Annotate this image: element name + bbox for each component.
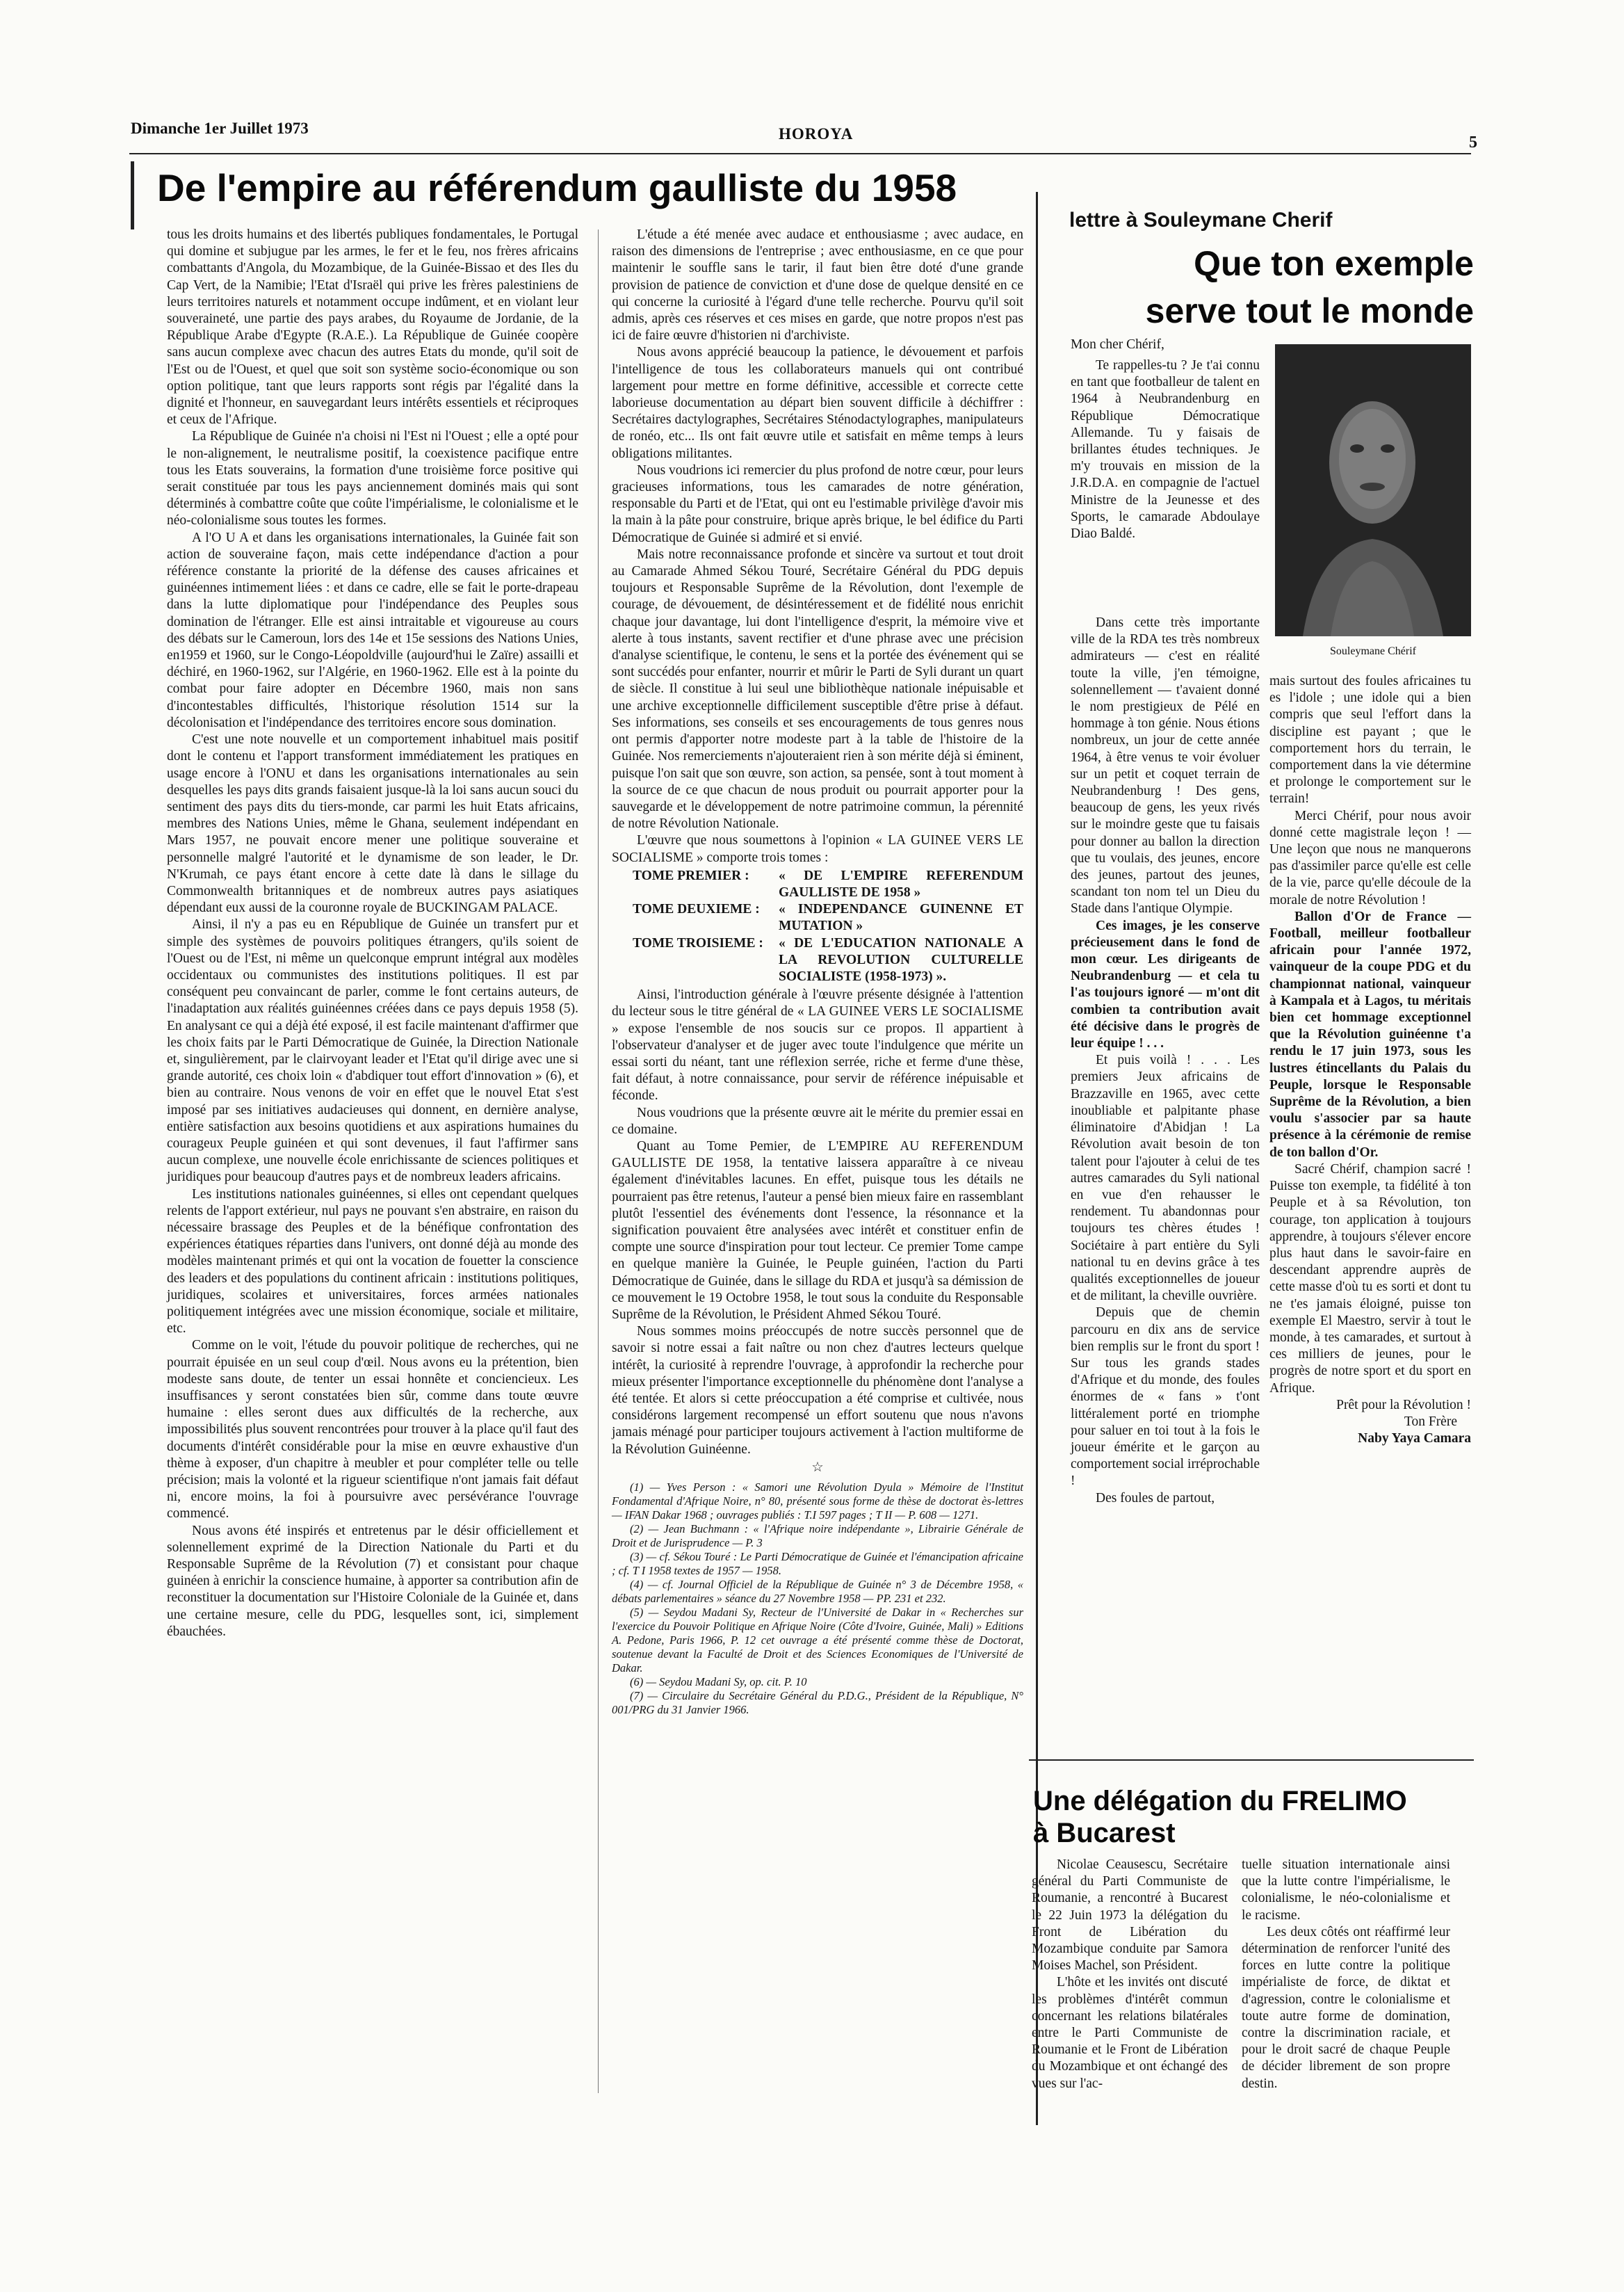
footnote: (4) — cf. Journal Officiel de la République de Guinée n° 3 de Décembre 1958, « débats parlementaires » séance du 27 Novembre 1958 — PP. 231 et 232.	[612, 1578, 1023, 1606]
page-number: 5	[1469, 134, 1477, 152]
article2-paragraph: Ballon d'Or de France — Football, meilleur footballeur africain pour l'année 1972, vainqueur de la coupe PDG et du championnat national, vainqueur à Kampala et à Lagos, tu méritais bien cet hommage exceptionnel que la Révolution guinéenne t'a rendu le 17 juin 1973, sous les lustres étincellants du Palais du Peuple, lorsque le Responsable Suprême de la Révolution, a bien voulu s'associer par sa haute présence à la cérémonie de remise de ton ballon d'Or.	[1269, 909, 1471, 1160]
article2-left-column	[1071, 615, 1260, 1507]
article2-kicker: lettre à Souleymane Cherif	[1069, 209, 1333, 232]
article2-paragraph: Prêt pour la Révolution !	[1336, 1397, 1471, 1412]
article1-column-1	[167, 227, 578, 1640]
article1-paragraph: La République de Guinée n'a choisi ni l'Est ni l'Ouest ; elle a opté pour le non-alignement, le neutralisme positif, la coexistence pacifique entre tous les Etats souverains, la formation d'une troisième force positive qui serait constituée par tous les pays anciennement dominés mais qui sont déterminés à combattre coûte que coûte l'impérialisme, le colonialisme et le néo-colonialisme sous toutes les formes.	[167, 429, 578, 528]
article2-paragraph: Depuis que de chemin parcouru en dix ans de service bien remplis sur le front du sport ! Sur tous les grands stades d'Afrique et du monde, des foules énormes de « fans » t'ont littéralement porté en triomphe pour saluer en toi tout à la fois le joueur émérite et le garçon au comportement social irréprochable !	[1071, 1305, 1260, 1489]
article2-paragraph: Merci Chérif, pour nous avoir donné cette magistrale leçon ! — Une leçon que nous ne manquerons pas d'assimiler parce qu'elle est celle de la vie, parce qu'elle découle de la morale de notre Révolution !	[1269, 808, 1471, 907]
article2-paragraph: mais surtout des foules africaines tu es l'idole ; une idole qui a bien compris que seul l'effort dans la discipline est payant ; que le comportement hors du terrain, le comportement dans la vie détermine et prolonge le comportement sur le terrain!	[1269, 674, 1471, 807]
article2-paragraph: Des foules de partout,	[1096, 1490, 1215, 1506]
article3-headline-line1: Une délégation du FRELIMO	[1033, 1786, 1407, 1816]
tome-list	[633, 868, 1023, 985]
tome-title: « DE L'EDUCATION NATIONALE A LA REVOLUTION CULTURELLE SOCIALISTE (1958-1973) ».	[779, 935, 1023, 984]
article2-paragraph: Ces images, je les conserve précieusement dans le fond de mon cœur. Les dirigeants de Neubrandenburg — et cela tu l'as toujours ignoré — m'ont dit combien ta contribution avait été décisive dans le progrès de leur équipe ! . . .	[1071, 918, 1260, 1051]
tome-entry	[633, 868, 1023, 901]
article2-signature: Naby Yaya Camara	[1358, 1431, 1471, 1446]
article2-paragraph: Sacré Chérif, champion sacré ! Puisse ton exemple, ta fidélité à ton Peuple et à sa Révolution, ton courage, ton application à toujours apprendre, à toujours s'élever encore plus haut dans le savoir-faire en descendant apprendre auprès de cette masse d'où tu es sorti et dont tu ne t'es jamais éloigné, puisse ton exemple El Maestro, servir à tout le monde, à tes camarades, et surtout à ces milliers de jeunes, pour le progrès de notre sport et du sport en Afrique.	[1269, 1161, 1471, 1396]
article1-paragraph: Nous sommes moins préoccupés de notre succès personnel que de savoir si notre essai a fait naître ou non chez d'autres lecteurs quelque intérêt, la curiosité à reprendre l'ouvrage, à approfondir la recherche pour mieux présenter l'importance exceptionnelle du phénomène dont l'analyse a été tentée. Et alors si cette préoccupation a été comprise et cultivée, nous considérons largement recompensé un effort soutenu que nous n'avons jamais ménagé pour participer toujours activement à l'action multiforme de la Révolution Guinéenne.	[612, 1324, 1023, 1457]
souleymane-cherif-photo	[1275, 344, 1471, 636]
masthead-rule	[129, 153, 1471, 154]
article1-paragraph: C'est une note nouvelle et un comportement inhabituel mais positif dont le contenu et l'apport transforment immédiatement les pratiques en usage encore à l'ONU et dans les organisations internationales au sein desquelles les pays dits grands faisaient jusque-là la loi sans aucun souci du sentiment des pays dits du tiers-monde, car parmi les huit Etats africains, membres des Nations Unies, même le Ghana, seulement indépendant en Mars 1957, ne pouvait encore mener une politique souveraine et personnelle malgré l'autorité et le dynamisme de son leader, le Dr. N'Krumah, ce pays étant encore à cette date là dans le sillage du Commonwealth britanniques et de nombreux autres pays asiatiques dépendant eux aussi de la couronne royale de BUCKINGAM PALACE.	[167, 732, 578, 916]
footnote: (3) — cf. Sékou Touré : Le Parti Démocratique de Guinée et l'émancipation africaine ; cf. T I 1958 textes de 1957 — 1958.	[612, 1550, 1023, 1578]
article2-paragraph: Et puis voilà ! . . . Les premiers Jeux africains de Brazzaville en 1965, avec cette inoubliable et palpitante phase éliminatoire d'Abidjan ! La Révolution avait besoin de ton talent pour l'ajouter à celui de tes autres camarades du Syli national en vue d'en rehausser le rendement. Tu abandonnas pour toujours tes chères études ! Sociétaire à part entière du Syli national tu en devins grâce à tes qualités exceptionnelles de joueur et de militant, la cheville ouvrière.	[1071, 1053, 1260, 1304]
article1-paragraph: Ainsi, il n'y a pas eu en République de Guinée un transfert pur et simple des systèmes de pouvoirs politiques étrangers, qu'ils soient de l'Ouest ou de l'Est, ni même un quelconque emprunt intégral aux modèles occidentaux ou communistes des institutions politiques. Il est par conséquent peu convaincant de parler, comme le font certains auteurs, de l'inadaptation aux réalités guinéennes créées dans ce pays depuis 1958 (5). En analysant ce qui a déjà été exposé, il est facile maintenant d'affirmer que les choix faits par le Parti Démocratique de Guinée, la Direction Nationale et, singulièrement, par le clairvoyant leader et l'Etat qu'il dirige avec une si grande autorité, ces choix loin « d'abdiquer tout effort d'innovation » (6), et bien au contraire. Nous venons de voir en effet que le nouvel Etat s'est imposé par ses initiatives audacieuses qui donnent, en dernière analyse, entière satisfaction aux besoins quotidiens et aux aspirations humaines du courageux Peuple guinéen et qui sont devenues, il faut l'affirmer sans aucun complexe, une nouvelle école enrichissante de sciences politiques et juridiques pour beaucoup d'autres pays et de nombreux leaders africains.	[167, 917, 578, 1185]
footnote: (5) — Seydou Madani Sy, Recteur de l'Université de Dakar in « Recherches sur l'exercice du Pouvoir Politique en Afrique Noire (Côte d'Ivoire, Guinée, Mali) » Editions A. Pedone, Paris 1966, P. 12 cet ouvrage a été présenté comme thèse de Doctorat, soutenue devant la Faculté de Droit et des Sciences Economiques de l'Université de Dakar.	[612, 1606, 1023, 1675]
article1-paragraph: Nous avons apprécié beaucoup la patience, le dévouement et parfois l'intelligence de tous les collaborateurs manuels qui ont contribué largement pour mettre en forme définitive, accessible et correcte cette laborieuse documentation au départ bien souvent difficile à déchiffrer : Secrétaires dactylographes, Secrétaires Sténodactylographes, manipulateurs de ronéo, etc... Ils ont fait œuvre utile et satisfait en même temps à leurs obligations militantes.	[612, 345, 1023, 461]
article1-paragraph: Les institutions nationales guinéennes, si elles ont cependant quelques relents de l'apport extérieur, nul pays ne pouvant s'en abstraire, en raison du nécessaire brassage des Peuples et de la bénéfique confrontation des expériences étatiques réparties dans l'univers, ont donné déjà au monde des modèles maintenant primés et qui ont la vocation de fouetter la conscience des leaders et des populations du continent africain : institutions politiques, juridiques, scolaires et universitaires, forces armées nationales politiquement intégrées avec une mission économique, sociale et militaire, etc.	[167, 1186, 578, 1337]
article3-paragraph: L'hôte et les invités ont discuté les problèmes d'intérêt commun concernant les relations bilatérales entre le Parti Communiste de Roumanie et le Front de Libération du Mozambique et ont échangé des vues sur l'ac-	[1032, 1975, 1228, 2091]
footnote: (2) — Jean Buchmann : « l'Afrique noire indépendante », Librairie Générale de Droit et de Jurisprudence — P. 3	[612, 1522, 1023, 1550]
masthead-date: Dimanche 1er Juillet 1973	[131, 120, 309, 137]
photo-caption: Souleymane Chérif	[1330, 645, 1416, 657]
article3-paragraph: Nicolae Ceausescu, Secrétaire général du Parti Communiste de Roumanie, a rencontré à Bucarest le 22 Juin 1973 la délégation du Front de Libération du Mozambique conduite par Samora Moises Machel, son Président.	[1032, 1857, 1228, 1974]
tome-label: TOME PREMIER :	[633, 868, 749, 883]
article3-left-column	[1032, 1857, 1228, 2092]
article3-headline-line2: à Bucarest	[1033, 1818, 1176, 1848]
article2-narrow-column	[1071, 357, 1260, 542]
article2-closing: Ton Frère	[1404, 1414, 1457, 1429]
article1-paragraph: Mais notre reconnaissance profonde et sincère va surtout et tout droit au Camarade Ahmed Sékou Touré, Secrétaire Général du PDG depuis toujours et Responsable Suprême de la Révolution, dont l'exemple de courage, de dévouement, de désintéressement et de fidélité nous enrichit chaque jour davantage, lui dont l'intelligence d'esprit, la mémoire vive et alerte à tous instants, savent rectifier et d'une phrase avec une précision d'analyse scientifique, le contenu, le sens et la portée des événement qui se sont succédés pour enfanter, nourrir et mûrir le Parti de Syli durant un quart de siècle. Il constitue à lui seul une bibliothèque nationale inépuisable et une archive exceptionnelle difficilement susceptible d'être prise à défaut. Ses informations, ses conseils et ses encouragements de tous genres nous ont permis d'apporter notre modeste part à la table de l'histoire de la Guinée. Nos remerciements n'ajouteraient rien à son mérite déjà si éminent, puisque l'on sait que son œuvre, son action, sa pensée, sont à tout moment à la source de ce que chacun de nous produit ou pourrait apporter pour la sauvegarde et le développement de notre patrimoine commun, la pérennité de notre Révolution Nationale.	[612, 547, 1023, 832]
article2-bottom-rule	[1029, 1759, 1474, 1761]
article2-headline-line2: serve tout le monde	[1145, 291, 1474, 330]
article1-paragraph: Comme on le voit, l'étude du pouvoir politique de recherches, qui ne pourrait épuisée en un seul coup d'œil. Nous avons eu la prétention, bien modeste sans doute, de tenter un essai honnête et conciencieux. Les insuffisances y seront constatées bien sûr, comme dans toute œuvre humaine : elles seront dues aux difficultés de la recherche, aux impossibilités plus souvent rencontrées pour trouver à la place qu'il faut des documents d'intérêt considérable pour la mise en œuvre exhaustive d'un thème à exposer, d'un chapitre à meubler et pour compléter telle ou telle précision; mais la volonté et la rigueur scientifique n'ont jamais fait défaut ni, encore moins, la foi à poursuivre avec persévérance l'ouvrage commencé.	[167, 1338, 578, 1522]
article1-paragraph: L'œuvre que nous soumettons à l'opinion « LA GUINEE VERS LE SOCIALISME » comporte trois tomes :	[612, 833, 1023, 865]
article1-paragraph: tous les droits humains et des libertés publiques fondamentales, le Portugal qui domine et subjugue par les armes, le fer et le feu, nos frères africains combattants d'Angola, du Mozambique, de la Guinée-Bissao et des Iles du Cap Vert, de la Namibie; l'Etat d'Israël qui prive les frères palestiniens de leurs territoires naturels et notamment occupe indûment, et en violant leur souveraineté, une partie des pays arabes, du Royaume de Jordanie, de la République Arabe d'Egypte (R.A.E.). La République de Guinée coopère sans aucun complexe avec chacun des autres Etats du monde, qu'il soit de l'Est ou de l'Ouest, et quel que soit son système socio-économique ou son option politique, tant que leurs rapports sont régis par l'égalité dans la dignité et l'honneur, en sauvegardant leurs intérêts essentiels et réciproques et ceux de l'Afrique.	[167, 227, 578, 428]
article1-paragraph: L'étude a été menée avec audace et enthousiasme ; avec audace, en raison des dimensions de l'entreprise ; avec enthousiasme, en ce que pour maintenir le souffle sans le tarir, il faut bien être doté d'une grande provision de patience de conviction et d'une dose de quelque densité en ce qui concerne la curiosité à l'égard d'une telle recherche. Pourvu qu'il soit admis, après ces réserves et ces mises en garde, que notre propos n'est pas ici de faire œuvre d'historien ni d'archiviste.	[612, 227, 1023, 344]
article2-paragraph: Dans cette très importante ville de la RDA tes très nombreux admirateurs — c'est en réalité toute la ville, j'en témoigne, solennellement — t'avaient donné le nom prestigieux de Pélé en hommage à ton génie. Nous étions nombreux, un jour de cette année 1964, à être venus te voir évoluer sur un petit et coquet terrain de Neubrandenburg ! Des gens, beaucoup de gens, les yeux rivés sur le moindre geste que tu faisais pour donner au ballon la direction que tu voulais, des jeunes, encore des jeunes, partout des jeunes, scandant ton nom tel un Dieu du Stade dans l'antique Olympie.	[1071, 615, 1260, 917]
article3-right-column	[1242, 1857, 1450, 2092]
tome-entry	[633, 935, 1023, 986]
article1-paragraph: Quant au Tome Pemier, de L'EMPIRE AU REFERENDUM GAULLISTE DE 1958, la tentative laissera apparaître à ce niveau également d'inévitables lacunes. En effet, puisque tous les détails ne pourraient pas être retenus, l'auteur a pensé bien mieux faire en rassemblant plutôt l'essentiel des événements dont l'essence, la résonnance et la signification pouvaient être analysées avec intérêt et constituer enfin de compte une source d'inspiration pour tout lecteur. Ce premier Tome campe en quelque manière la Guinée, le Peuple guinéen, l'action du Parti Démocratique de Guinée, dans le sillage du RDA et jusqu'à sa démission de ce mouvement le 19 Octobre 1958, le tout sous la conduite du Responsable Suprême de la Révolution, le Président Ahmed Sékou Touré.	[612, 1138, 1023, 1322]
article2-salutation: Mon cher Chérif,	[1071, 337, 1164, 352]
tome-title: « INDEPENDANCE GUINENNE ET MUTATION »	[779, 902, 1023, 934]
column-divider	[598, 229, 599, 2093]
tome-entry	[633, 901, 1023, 935]
footnote: (7) — Circulaire du Secrétaire Général du P.D.G., Président de la République, N° 001/PRG du 31 Janvier 1966.	[612, 1689, 1023, 1717]
article2-headline-line1: Que ton exemple	[1194, 244, 1474, 283]
article1-paragraph: Nous voudrions ici remercier du plus profond de notre cœur, pour leurs gracieuses informations, tous les camarades de notre génération, responsable du Parti et de l'Etat, qui ont eu l'estimable privilège d'avoir mis la main à la pâte pour construire, brique après brique, le bel édifice du Parti Démocratique de Guinée si admiré et si envié.	[612, 462, 1023, 545]
article3-paragraph: tuelle situation internationale ainsi que la lutte contre l'impérialisme, le colonialisme, le néo-colonialisme et le racisme.	[1242, 1857, 1450, 1923]
article1-paragraph: Nous avons été inspirés et entretenus par le désir officiellement et solennellement exprimé de la Direction Nationale du Parti et du Responsable Suprême de la Révolution (7) et consistant pour chaque guinéen à enrichir la conscience humaine, à apporter sa contribution afin de reconstituer la documentation sur l'Histoire Coloniale de la Guinée et, dans une certaine mesure, celle du PDG, lesquelles sont, ici, simplement ébauchées.	[167, 1523, 578, 1639]
portrait-image	[1275, 344, 1471, 636]
article1-headline: De l'empire au référendum gaulliste du 1958	[157, 166, 957, 209]
tome-label: TOME TROISIEME :	[633, 935, 763, 951]
star-separator: ☆	[811, 1460, 824, 1475]
footnotes	[612, 1480, 1023, 1717]
article1-column-2	[612, 227, 1023, 1717]
footnote: (1) — Yves Person : « Samori une Révolution Dyula » Mémoire de l'Institut Fondamental d'Afrique Noire, n° 80, présenté sous forme de thèse de doctorat ès-lettres — IFAN Dakar 1968 ; ouvrages publiés : T.I 597 pages ; T II — P. 608 — 1271.	[612, 1480, 1023, 1522]
article1-paragraph: A l'O U A et dans les organisations internationales, la Guinée fait son action de souveraine façon, mais cette indépendance d'action a pour référence constante la priorité de la défense des causes africaines et guinéennes intimement liées : et dans ce cadre, elle se fait le porte-drapeau dans la lutte diplomatique pour l'indépendance des Peuples sous domination de l'étranger. Elle est ainsi intraitable et vigoureuse au cours des débats sur le Cameroun, lors des 14e et 15e sessions des Nations Unies, en1959 et 1960, sur le Congo-Léopoldville (aujourd'hui le Zaïre) assailli et déchiré, en 1960-1962, sur l'Algérie, en 1960-1962. Elle est à la pointe du combat pour faire adopter en Décembre 1960, mais non sans d'incontestables difficultés, l'historique résolution 1514 sur la décolonisation et l'indépendance des territoires encore sous domination.	[167, 530, 578, 730]
article2-right-column	[1269, 673, 1471, 1447]
article2-paragraph: Te rappelles-tu ? Je t'ai connu en tant que footballeur de talent en 1964 à Neubrandenburg en République Démocratique Allemande. Tu y faisais de brillantes études techniques. Je m'y trouvais en mission de la J.R.D.A. en compagnie de l'actuel Ministre de la Jeunesse et des Sports, le camarade Abdoulaye Diao Baldé.	[1071, 358, 1260, 542]
article1-left-border	[131, 161, 134, 229]
article1-paragraph: Nous voudrions que la présente œuvre ait le mérite du premier essai en ce domaine.	[612, 1105, 1023, 1137]
tome-title: « DE L'EMPIRE REFERENDUM GAULLISTE DE 1958 »	[779, 868, 1023, 900]
article3-paragraph: Les deux côtés ont réaffirmé leur détermination de renforcer l'unité des forces en lutte contre la politique impérialiste de force, de diktat et d'agression, contre le colonialisme et toute autre forme de domination, contre la discrimination raciale, et pour le droit sacré de chaque Peuple de décider librement de son propre destin.	[1242, 1924, 1450, 2091]
article1-paragraph: Ainsi, l'introduction générale à l'œuvre présente désignée à l'attention du lecteur sous le titre général de « LA GUINEE VERS LE SOCIALISME » expose l'ensemble de nos soucis sur ce propos. Il appartient à l'observateur d'analyser et de juger avec toute l'indulgence que mérite un essai sorti du néant, tant une réflexion serrée, riche et ferme d'une thèse, fait défaut, à notre connaissance, pour servir de référence inépuisable et féconde.	[612, 987, 1023, 1104]
footnote: (6) — Seydou Madani Sy, op. cit. P. 10	[630, 1675, 807, 1689]
masthead-paper-name: HOROYA	[779, 125, 854, 143]
tome-label: TOME DEUXIEME :	[633, 902, 760, 917]
